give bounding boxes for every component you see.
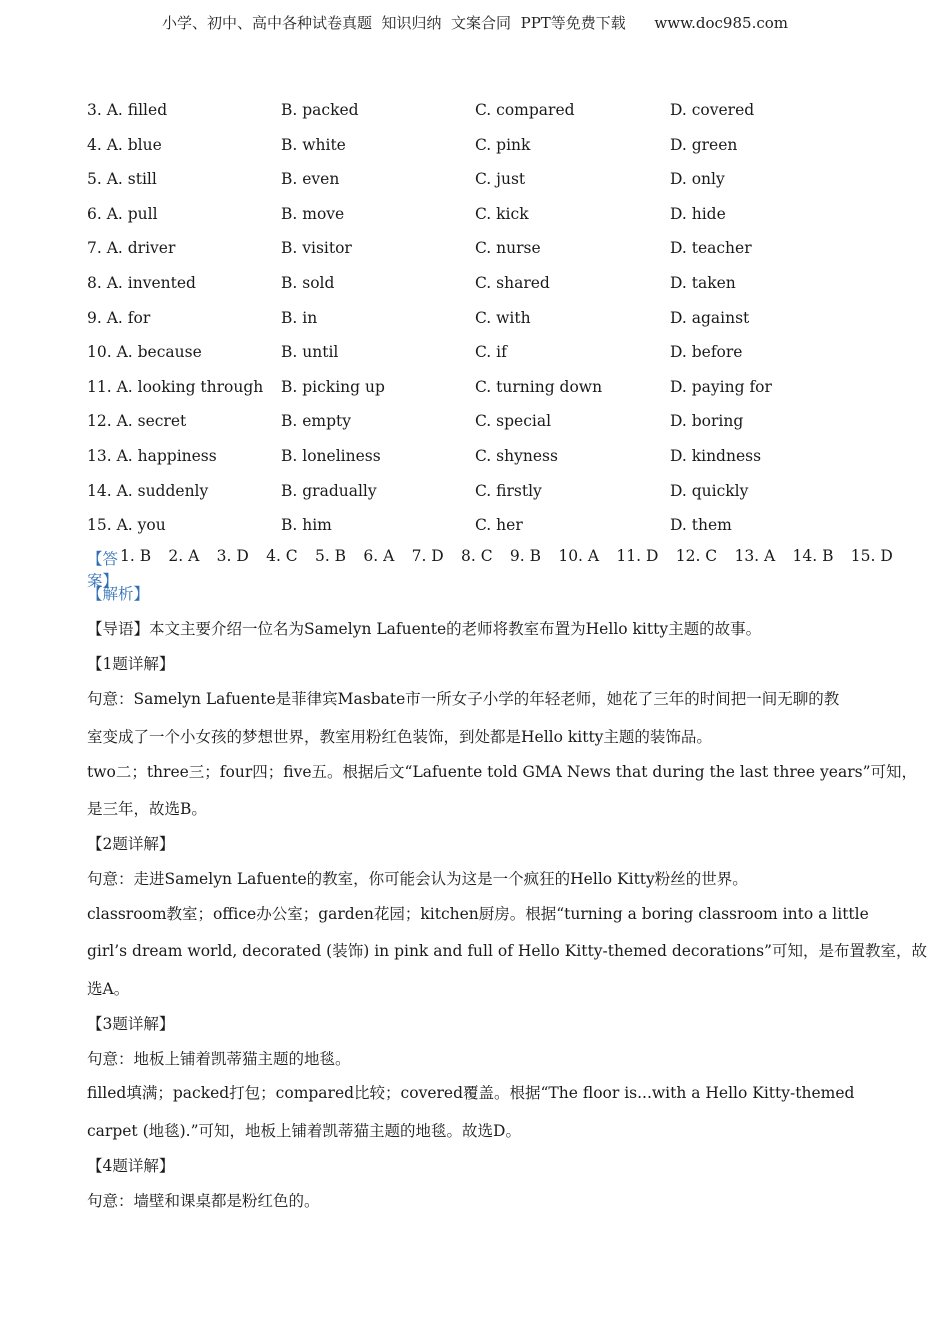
option-a: 4. A. blue bbox=[87, 135, 162, 154]
answer-label: 【答案】 bbox=[87, 550, 119, 590]
option-b: B. sold bbox=[281, 273, 335, 292]
answer-item: 6. A bbox=[363, 547, 395, 565]
q1-line-row bbox=[87, 687, 872, 725]
q1-line1: 句意：Samelyn Lafuente是菲律宾Masbate市一所女子小学的年轻老师，她花了三年的时间把一间无聊的教 bbox=[87, 690, 840, 708]
option-a: 3. A. filled bbox=[87, 101, 168, 119]
option-a: 5. A. still bbox=[87, 170, 157, 189]
option-b: B. gradually bbox=[281, 481, 377, 500]
option-c: C. shyness bbox=[475, 446, 558, 465]
intro-text: 【导语】本文主要介绍一位名为Samelyn Lafuente的老师将教室布置为Hello kitty主题的故事。 bbox=[87, 620, 762, 638]
q3-title: 【3题详解】 bbox=[87, 1015, 175, 1033]
q1-line3: two二；three三；four四；five五。根据后文“Lafuente told GMA News that during the last three years”可知， bbox=[87, 762, 917, 781]
answer-item: 8. C bbox=[461, 547, 493, 565]
option-row bbox=[87, 98, 887, 133]
option-d: D. boring bbox=[670, 412, 744, 431]
answer-item: 9. B bbox=[509, 547, 542, 565]
answer-item: 13. A bbox=[734, 547, 776, 565]
option-c: C. shared bbox=[475, 273, 550, 292]
q2-title: 【2题详解】 bbox=[87, 835, 175, 853]
option-c: C. nurse bbox=[475, 239, 541, 258]
option-row bbox=[87, 167, 887, 202]
option-d: D. before bbox=[670, 343, 743, 362]
answer-item: 11. D bbox=[616, 547, 659, 565]
option-c: C. firstly bbox=[475, 481, 542, 500]
option-d: D. paying for bbox=[670, 377, 772, 396]
q1-title: 【1题详解】 bbox=[87, 655, 175, 673]
option-a: 14. A. suddenly bbox=[87, 481, 209, 500]
option-b: B. empty bbox=[281, 412, 352, 431]
option-a: 15. A. you bbox=[87, 516, 166, 535]
analysis-body bbox=[87, 547, 927, 1224]
option-row bbox=[87, 236, 887, 271]
option-d: D. hide bbox=[670, 204, 726, 223]
option-a: 10. A. because bbox=[87, 343, 202, 362]
option-c: C. special bbox=[475, 412, 552, 431]
q4-title: 【4题详解】 bbox=[87, 1157, 175, 1175]
answer-item: 14. B bbox=[792, 547, 834, 565]
option-row bbox=[87, 306, 887, 341]
option-b: B. until bbox=[281, 343, 339, 362]
answer-item: 4. C bbox=[266, 547, 298, 565]
option-a: 7. A. driver bbox=[87, 239, 176, 258]
option-row bbox=[87, 271, 887, 306]
option-row bbox=[87, 479, 887, 514]
option-d: D. green bbox=[670, 135, 738, 154]
q4-line1: 句意：墙壁和课桌都是粉红色的。 bbox=[87, 1192, 320, 1210]
q1-line2: 室变成了一个小女孩的梦想世界，教室用粉红色装饰，到处都是Hello kitty主题的装饰品。 bbox=[87, 727, 712, 746]
answer-item: 7. D bbox=[411, 547, 444, 565]
q4-title-row bbox=[87, 1154, 872, 1189]
option-row bbox=[87, 340, 887, 375]
option-d: D. taken bbox=[670, 273, 736, 292]
q3-line1: 句意：地板上铺着凯蒂猫主题的地毯。 bbox=[87, 1050, 351, 1068]
q1-line4: 是三年，故选B。 bbox=[87, 800, 207, 818]
option-c: C. kick bbox=[475, 204, 529, 223]
option-row bbox=[87, 375, 887, 410]
answer-item: 10. A bbox=[558, 547, 600, 565]
option-c: C. pink bbox=[475, 135, 531, 154]
q2-line-row bbox=[87, 867, 872, 902]
q3-title-row bbox=[87, 1012, 872, 1047]
q3-line-row bbox=[87, 1081, 872, 1119]
answer-item: 3. D bbox=[216, 547, 249, 565]
option-b: B. him bbox=[281, 516, 332, 535]
q2-line1: 句意：走进Samelyn Lafuente的教室，你可能会认为这是一个疯狂的Hello Kitty粉丝的世界。 bbox=[87, 870, 748, 888]
option-d: D. kindness bbox=[670, 446, 762, 465]
analysis-label: 【解析】 bbox=[87, 585, 150, 603]
option-a: 12. A. secret bbox=[87, 412, 187, 431]
option-row bbox=[87, 133, 887, 168]
q3-line3: carpet (地毯).”可知，地板上铺着凯蒂猫主题的地毯。故选D。 bbox=[87, 1122, 521, 1140]
q2-line-row bbox=[87, 939, 927, 977]
q1-line-row bbox=[87, 760, 917, 798]
option-row bbox=[87, 513, 887, 548]
option-b: B. in bbox=[281, 308, 318, 327]
q3-line-row bbox=[87, 1119, 872, 1154]
option-b: B. loneliness bbox=[281, 446, 381, 465]
option-c: C. her bbox=[475, 516, 523, 535]
answer-item: 12. C bbox=[675, 547, 718, 565]
analysis-label-row bbox=[87, 582, 872, 617]
answer-item: 15. D bbox=[850, 547, 893, 565]
q4-line-row bbox=[87, 1189, 872, 1224]
option-c: C. turning down bbox=[475, 377, 603, 396]
page-header: 小学、初中、高中各种试卷真题 知识归纳 文案合同 PPT等免费下载 www.doc985.com bbox=[161, 14, 788, 32]
option-row bbox=[87, 409, 887, 444]
intro-row bbox=[87, 617, 872, 652]
q2-line4: 选A。 bbox=[87, 980, 130, 998]
q2-title-row bbox=[87, 832, 872, 867]
q2-line3: girl’s dream world, decorated (装饰) in pink and full of Hello Kitty-themed decorations”可知，是布置教室，故 bbox=[87, 942, 927, 960]
option-c: C. with bbox=[475, 308, 531, 327]
option-b: B. white bbox=[281, 135, 346, 154]
q2-line2: classroom教室；office办公室；garden花园；kitchen厨房。根据“turning a boring classroom into a little bbox=[87, 905, 869, 923]
option-c: C. just bbox=[475, 170, 526, 189]
option-d: D. covered bbox=[670, 101, 755, 119]
q1-title-row bbox=[87, 652, 872, 687]
q3-line-row bbox=[87, 1047, 872, 1081]
option-b: B. even bbox=[281, 170, 340, 189]
answer-item: 5. B bbox=[314, 547, 347, 565]
option-b: B. packed bbox=[281, 101, 359, 119]
option-b: B. visitor bbox=[281, 239, 352, 258]
option-d: D. them bbox=[670, 516, 732, 535]
q3-line2: filled填满；packed打包；compared比较；covered覆盖。根据“The floor is...with a Hello Kitty-themed bbox=[87, 1084, 855, 1102]
option-d: D. teacher bbox=[670, 239, 752, 258]
answer-item: 2. A bbox=[168, 547, 200, 565]
option-a: 9. A. for bbox=[87, 308, 151, 327]
option-b: B. picking up bbox=[281, 377, 385, 396]
option-c: C. if bbox=[475, 343, 507, 362]
option-a: 8. A. invented bbox=[87, 273, 196, 292]
option-row bbox=[87, 202, 887, 237]
q2-line-row bbox=[87, 902, 872, 939]
option-d: D. quickly bbox=[670, 481, 749, 500]
q1-line-row bbox=[87, 797, 872, 832]
q1-line-row bbox=[87, 725, 872, 760]
option-a: 6. A. pull bbox=[87, 204, 158, 223]
option-a: 13. A. happiness bbox=[87, 446, 217, 465]
option-b: B. move bbox=[281, 204, 345, 223]
option-d: D. only bbox=[670, 170, 725, 189]
options-table bbox=[87, 98, 887, 548]
answer-item: 1. B bbox=[120, 547, 152, 565]
option-d: D. against bbox=[670, 308, 750, 327]
option-a: 11. A. looking through bbox=[87, 377, 264, 396]
q2-line-row bbox=[87, 977, 872, 1012]
option-c: C. compared bbox=[475, 101, 575, 119]
option-row bbox=[87, 444, 887, 479]
answer-row bbox=[87, 547, 893, 590]
